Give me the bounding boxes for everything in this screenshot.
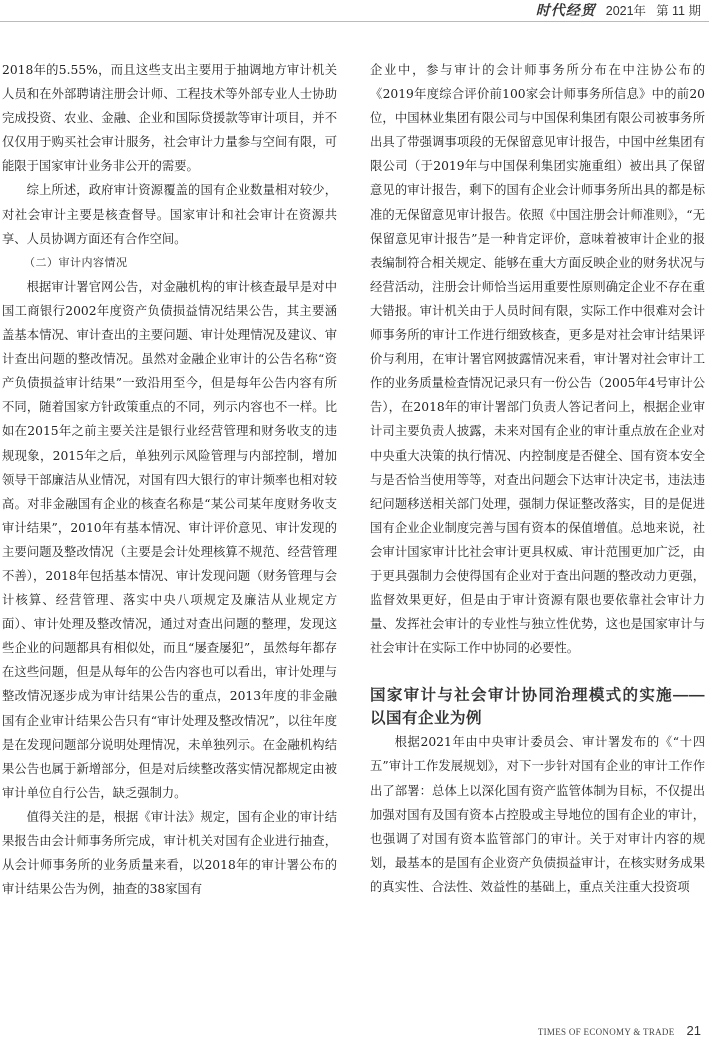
- issue-number: 第 11 期: [656, 4, 701, 18]
- left-column: [2, 58, 337, 901]
- journal-english-name: TIMES OF ECONOMY & TRADE: [537, 1027, 675, 1037]
- paragraph: 2018年的5.55%，而且这些支出主要用于抽调地方审计机关人员和在外部聘请注册会计师、工程技术等外部专业人士协助完成投资、农业、金融、企业和国际贷援款等审计项目，并不仅仅用于购买社会审计服务，社会审计力量参与空间有限，可能限于国家审计业务非公开的需要。: [2, 63, 337, 174]
- paragraph: 根据审计署官网公告，对金融机构的审计核查最早是对中国工商银行2002年度资产负债损益情况结果公告，其主要涵盖基本情况、审计查出的主要问题、审计处理情况及建议、审计查出问题的整改情况。虽然对金融企业审计的公告名称“资产负债损益审计结果”一致沿用至今，但是每年公告内容有所不同，随着国家方针政策重点的不同，列示内容也不一样。比如在2015年之前主要关注是银行业经营管理和财务收支的违规现象，2015年之后，单独列示风险管理与内部控制，增加领导干部廉洁从业情况，对国有四大银行的审计频率也相对较高。对非金融国有企业的核查名称是“某公司某年度财务收支审计结果”，2010年有基本情况、审计评价意见、审计发现的主要问题及整改情况（主要是会计处理核算不规范、经营管理不善），2018年包括基本情况、审计发现问题（财务管理与会计核算、经营管理、落实中央八项规定及廉洁从业规定方面）、审计处理及整改情况，通过对查出问题的整理，发现这些企业的问题都具有相似处，而且“屡查屡犯”，虽然每年都存在这些问题，但是从每年的公告内容也可以看出，审计处理与整改情况逐步成为审计结果公告的重点，2013年度的非金融国有企业审计结果公告只有“审计处理及整改情况”，以往年度是在发现问题部分说明处理情况，未单独列示。在金融机构结果公告也属于新增部分，但是对后续整改落实情况都规定由被审计单位自行公告，缺乏强制力。: [2, 279, 337, 800]
- section-subheading: （二）审计内容情况: [24, 255, 128, 269]
- journal-brand: 时代经贸: [535, 3, 596, 19]
- paragraph: 根据2021年由中央审计委员会、审计署发布的《“十四五”审计工作发展规划》，对下一步针对国有企业的审计工作作出了部署：总体上以深化国有资产监管体制为目标，不仅提出加强对国有及国有资本占控股或主导地位的国有企业的审计，也强调了对国有资本监管部门的审计。关于对审计内容的规划，最基本的是国有企业资产负债损益审计，在核实财务成果的真实性、合法性、效益性的基础上，重点关注重大投资项: [370, 735, 705, 894]
- page-number: 21: [686, 1023, 701, 1038]
- paragraph: 企业中，参与审计的会计师事务所分布在中注协公布的《2019年度综合评价前100家会计师事务所信息》中的前20位，中国林业集团有限公司与中国保利集团有限公司被事务所出具了带强调事项段的无保留意见审计报告，中国中丝集团有限公司（于2019年与中国保利集团实施重组）被出具了保留意见的审计报告，剩下的国有企业会计师事务所出具的都是标准的无保留意见审计报告。依照《中国注册会计师准则》，“无保留意见审计报告”是一种肯定评价，意味着被审计企业的报表编制符合相关规定、能够在重大方面反映企业的财务状况与经营活动，注册会计师恰当运用重要性原则确定企业不存在重大错报。审计机关由于人员时间有限，实际工作中很难对会计师事务所的审计工作进行细致核查，更多是对社会审计结果评价与利用，在审计署官网披露情况来看，审计署对社会审计工作的业务质量检查情况记录只有一份公告（2005年4号审计公告），在2018年的审计署部门负责人答记者问上，根据企业审计司主要负责人披露，未来对国有企业的审计重点放在企业对中央重大决策的执行情况、内控制度是否健全、国有资本安全与是否恰当使用等等，对查出问题会下达审计决定书，违法违纪问题移送相关部门处理，强制力保证整改落实，目的是促进国有企业企业制度完善与国有资本的保值增值。总地来说，社会审计国家审计比社会审计更具权威、审计范围更加广泛，由于更具强制力会使得国有企业对于查出问题的整改动力更强，监督效果更好，但是由于审计资源有限也要依靠社会审计力量、发挥社会审计的专业性与独立性优势，这也是国家审计与社会审计在实际工作中协同的必要性。: [370, 63, 705, 656]
- paragraph: 综上所述，政府审计资源覆盖的国有企业数量相对较少，对社会审计主要是核查督导。国家审计和社会审计在资源共享、人员协调方面还有合作空间。: [2, 183, 337, 246]
- issue-year: 2021年: [605, 4, 647, 18]
- page-footer: [538, 1023, 701, 1038]
- section-heading: 国家审计与社会审计协同治理模式的实施——以国有企业为例: [370, 687, 705, 728]
- page-header: [536, 0, 701, 20]
- right-column: [370, 58, 705, 899]
- header-divider: [0, 21, 709, 22]
- paragraph: 值得关注的是，根据《审计法》规定，国有企业的审计结果报告由会计师事务所完成，审计机关对国有企业进行抽查，从会计师事务所的业务质量来看，以2018年的审计署公布的审计结果公告为例，抽查的38家国有: [2, 809, 337, 897]
